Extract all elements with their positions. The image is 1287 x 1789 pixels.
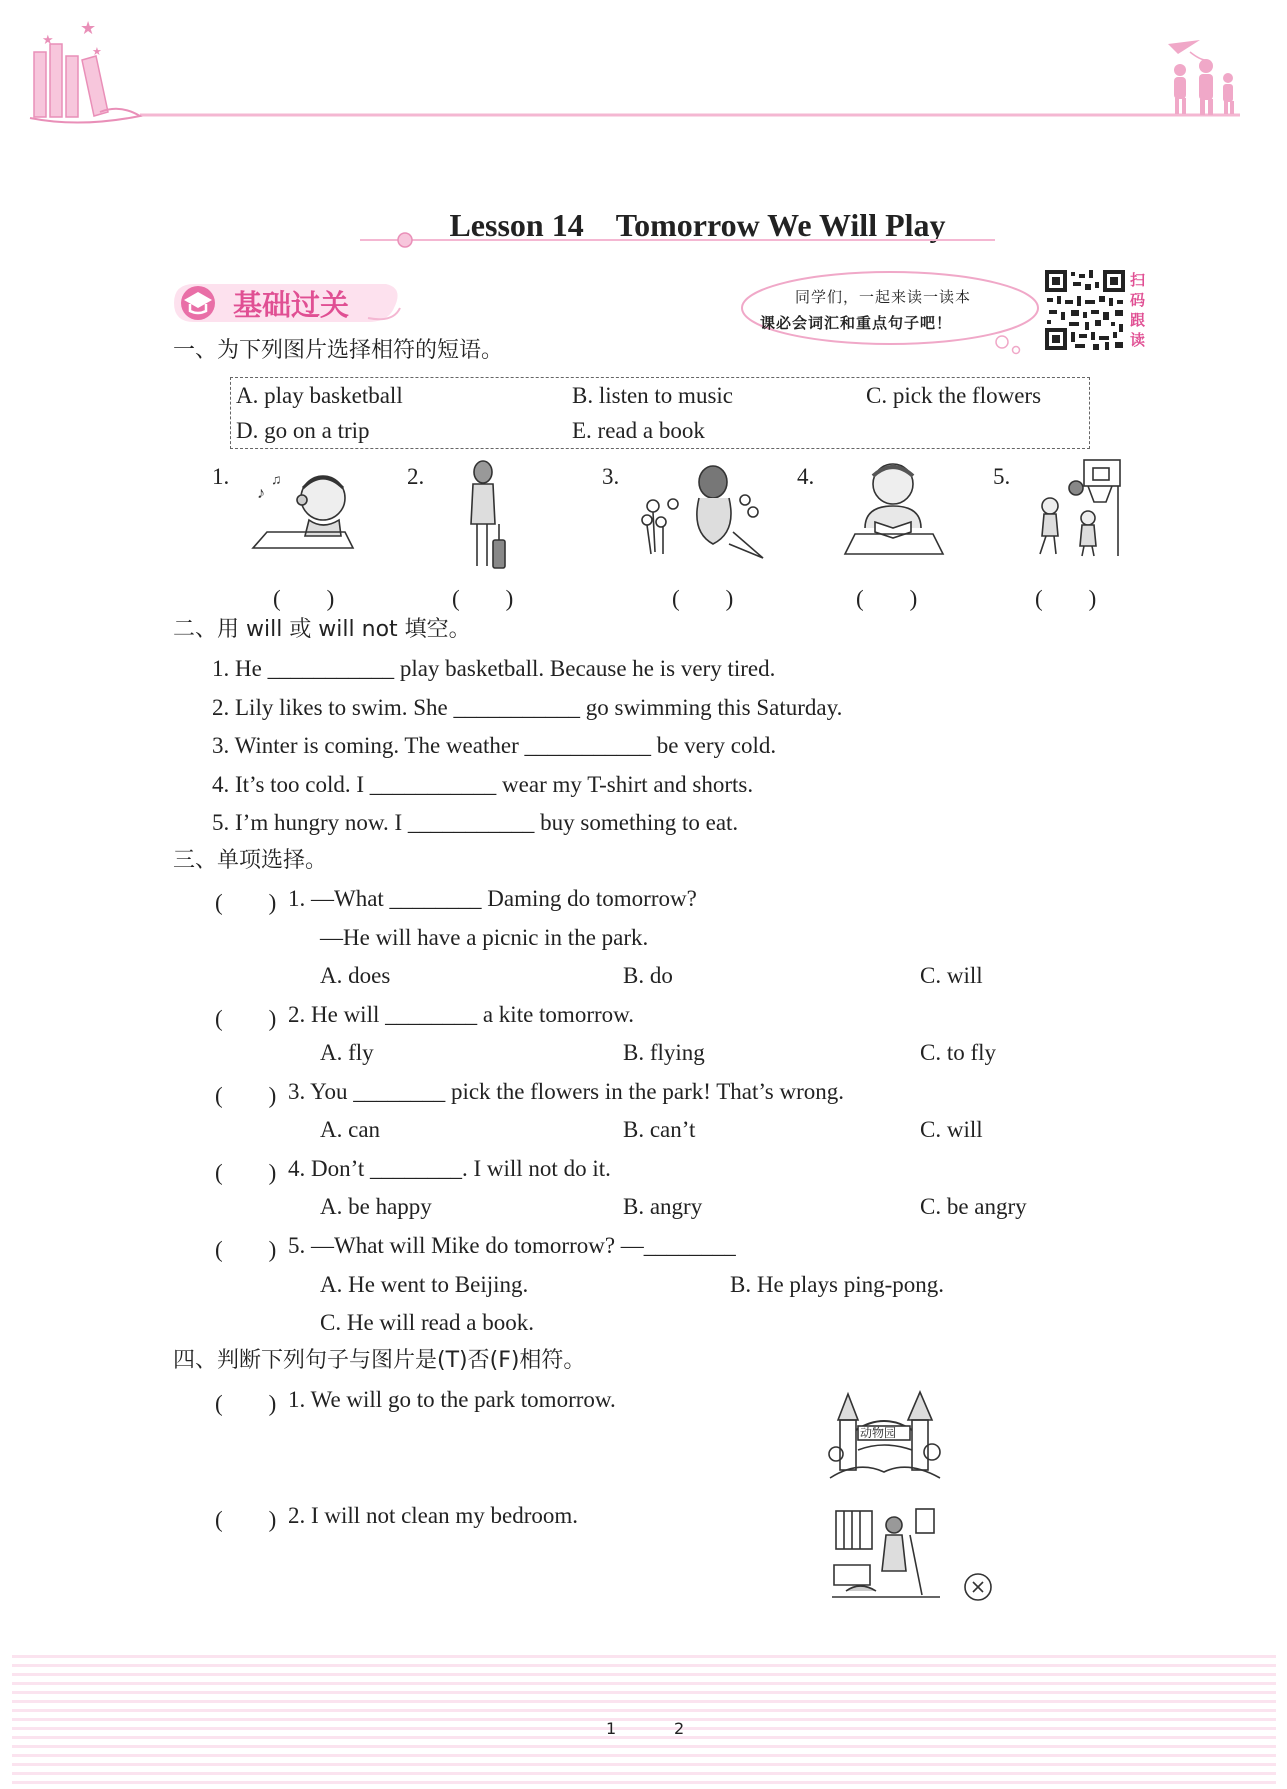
pic-listen-music — [245, 458, 360, 553]
section1-heading: 一、为下列图片选择相符的短语。 — [173, 338, 504, 363]
qr-side-char: 跟 — [1130, 311, 1146, 329]
option-e: E. read a book — [572, 418, 705, 443]
judge-q2: 2. I will not clean my bedroom. — [288, 1503, 578, 1528]
choice-q3-a: A. can — [320, 1117, 381, 1142]
choice-q1-stem2: —He will have a picnic in the park. — [320, 925, 649, 950]
choice-q5-stem: 5. —What will Mike do tomorrow? —________ — [288, 1233, 736, 1258]
option-a: A. play basketball — [236, 383, 403, 408]
choice-q1-a: A. does — [320, 963, 391, 988]
svg-text:★: ★ — [92, 46, 102, 58]
page-number-right: 2 — [674, 1719, 685, 1738]
svg-text:★: ★ — [80, 18, 97, 38]
svg-text:♪: ♪ — [257, 485, 265, 502]
header-decoration — [0, 0, 1287, 140]
choice-q3-b: B. can’t — [623, 1117, 696, 1142]
choice-blank-1[interactable]: ( ) — [215, 890, 277, 915]
badge-title: 基础过关 — [233, 290, 350, 322]
choice-blank-2[interactable]: ( ) — [215, 1006, 277, 1031]
section2-heading: 二、用 will 或 will not 填空。 — [173, 617, 471, 642]
page-number-left: 1 — [606, 1719, 617, 1738]
answer-blank-2[interactable]: ( ) — [452, 586, 514, 611]
choice-blank-5[interactable]: ( ) — [215, 1237, 277, 1262]
choice-q4-a: A. be happy — [320, 1194, 432, 1219]
qr-side-text — [1130, 270, 1150, 350]
pic-play-basketball — [1030, 458, 1125, 558]
choice-q1-c: C. will — [920, 963, 983, 988]
pic-number-5: 5. — [993, 464, 1011, 489]
choice-q4-b: B. angry — [623, 1194, 703, 1219]
choice-q1-stem: 1. —What ________ Daming do tomorrow? — [288, 886, 697, 911]
choice-q1-b: B. do — [623, 963, 673, 988]
qr-side-char: 读 — [1130, 331, 1146, 349]
judge-blank-2[interactable]: ( ) — [215, 1507, 277, 1532]
section4-heading: 四、判断下列句子与图片是(T)否(F)相符。 — [173, 1348, 586, 1373]
choice-q5-c: C. He will read a book. — [320, 1310, 534, 1335]
choice-q2-a: A. fly — [320, 1040, 374, 1065]
title-underline — [360, 232, 1000, 252]
lesson-title: Lesson 14 Tomorrow We Will Play — [449, 207, 946, 243]
choice-q2-b: B. flying — [623, 1040, 705, 1065]
answer-blank-1[interactable]: ( ) — [273, 586, 335, 611]
zoo-sign-text: 动物园 — [860, 1426, 897, 1440]
judge-blank-1[interactable]: ( ) — [215, 1391, 277, 1416]
svg-text:♫: ♫ — [271, 473, 282, 488]
choice-q4-stem: 4. Don’t ________. I will not do it. — [288, 1156, 611, 1181]
choice-q2-stem: 2. He will ________ a kite tomorrow. — [288, 1002, 635, 1027]
pic-number-1: 1. — [212, 464, 230, 489]
choice-q5-b: B. He plays ping-pong. — [730, 1272, 945, 1297]
option-b: B. listen to music — [572, 383, 733, 408]
section3-heading: 三、单项选择。 — [173, 848, 328, 873]
fill-item-3: 3. Winter is coming. The weather ___________ be very cold. — [212, 733, 777, 758]
children-silhouette — [1174, 59, 1234, 115]
pic-number-3: 3. — [602, 464, 620, 489]
fill-item-4: 4. It’s too cold. I ___________ wear my T-shirt and shorts. — [212, 772, 754, 797]
pic-read-book — [835, 458, 950, 558]
pic-number-2: 2. — [407, 464, 425, 489]
option-c: C. pick the flowers — [866, 383, 1042, 408]
judge-q1: 1. We will go to the park tomorrow. — [288, 1387, 616, 1412]
bubble-line2: 课必会词汇和重点句子吧！ — [760, 314, 953, 332]
fill-item-1: 1. He ___________ play basketball. Because he is very tired. — [212, 656, 776, 681]
qr-side-char: 扫 — [1130, 271, 1146, 289]
svg-text:★: ★ — [42, 32, 54, 47]
pic-pick-flowers — [633, 462, 773, 562]
choice-q4-c: C. be angry — [920, 1194, 1027, 1219]
choice-blank-4[interactable]: ( ) — [215, 1160, 277, 1185]
fill-item-5: 5. I’m hungry now. I ___________ buy something to eat. — [212, 810, 739, 835]
bubble-line1: 同学们，一起来读一读本 — [795, 288, 972, 306]
pic-go-on-trip — [455, 458, 515, 573]
answer-blank-5[interactable]: ( ) — [1035, 586, 1097, 611]
answer-blank-4[interactable]: ( ) — [856, 586, 918, 611]
fill-item-2: 2. Lily likes to swim. She ___________ go swimming this Saturday. — [212, 695, 843, 720]
qr-code[interactable] — [1045, 270, 1125, 350]
choice-q2-c: C. to fly — [920, 1040, 997, 1065]
choice-q3-c: C. will — [920, 1117, 983, 1142]
answer-blank-3[interactable]: ( ) — [672, 586, 734, 611]
choice-blank-3[interactable]: ( ) — [215, 1083, 277, 1108]
option-d: D. go on a trip — [236, 418, 370, 443]
footer-stripes — [12, 1655, 1276, 1789]
pic-number-4: 4. — [797, 464, 815, 489]
qr-side-char: 码 — [1130, 291, 1146, 309]
pic-cleaning-room — [830, 1505, 945, 1600]
cross-mark-icon — [963, 1572, 993, 1602]
choice-q3-stem: 3. You ________ pick the flowers in the park! That’s wrong. — [288, 1079, 844, 1104]
choice-q5-a: A. He went to Beijing. — [320, 1272, 529, 1297]
